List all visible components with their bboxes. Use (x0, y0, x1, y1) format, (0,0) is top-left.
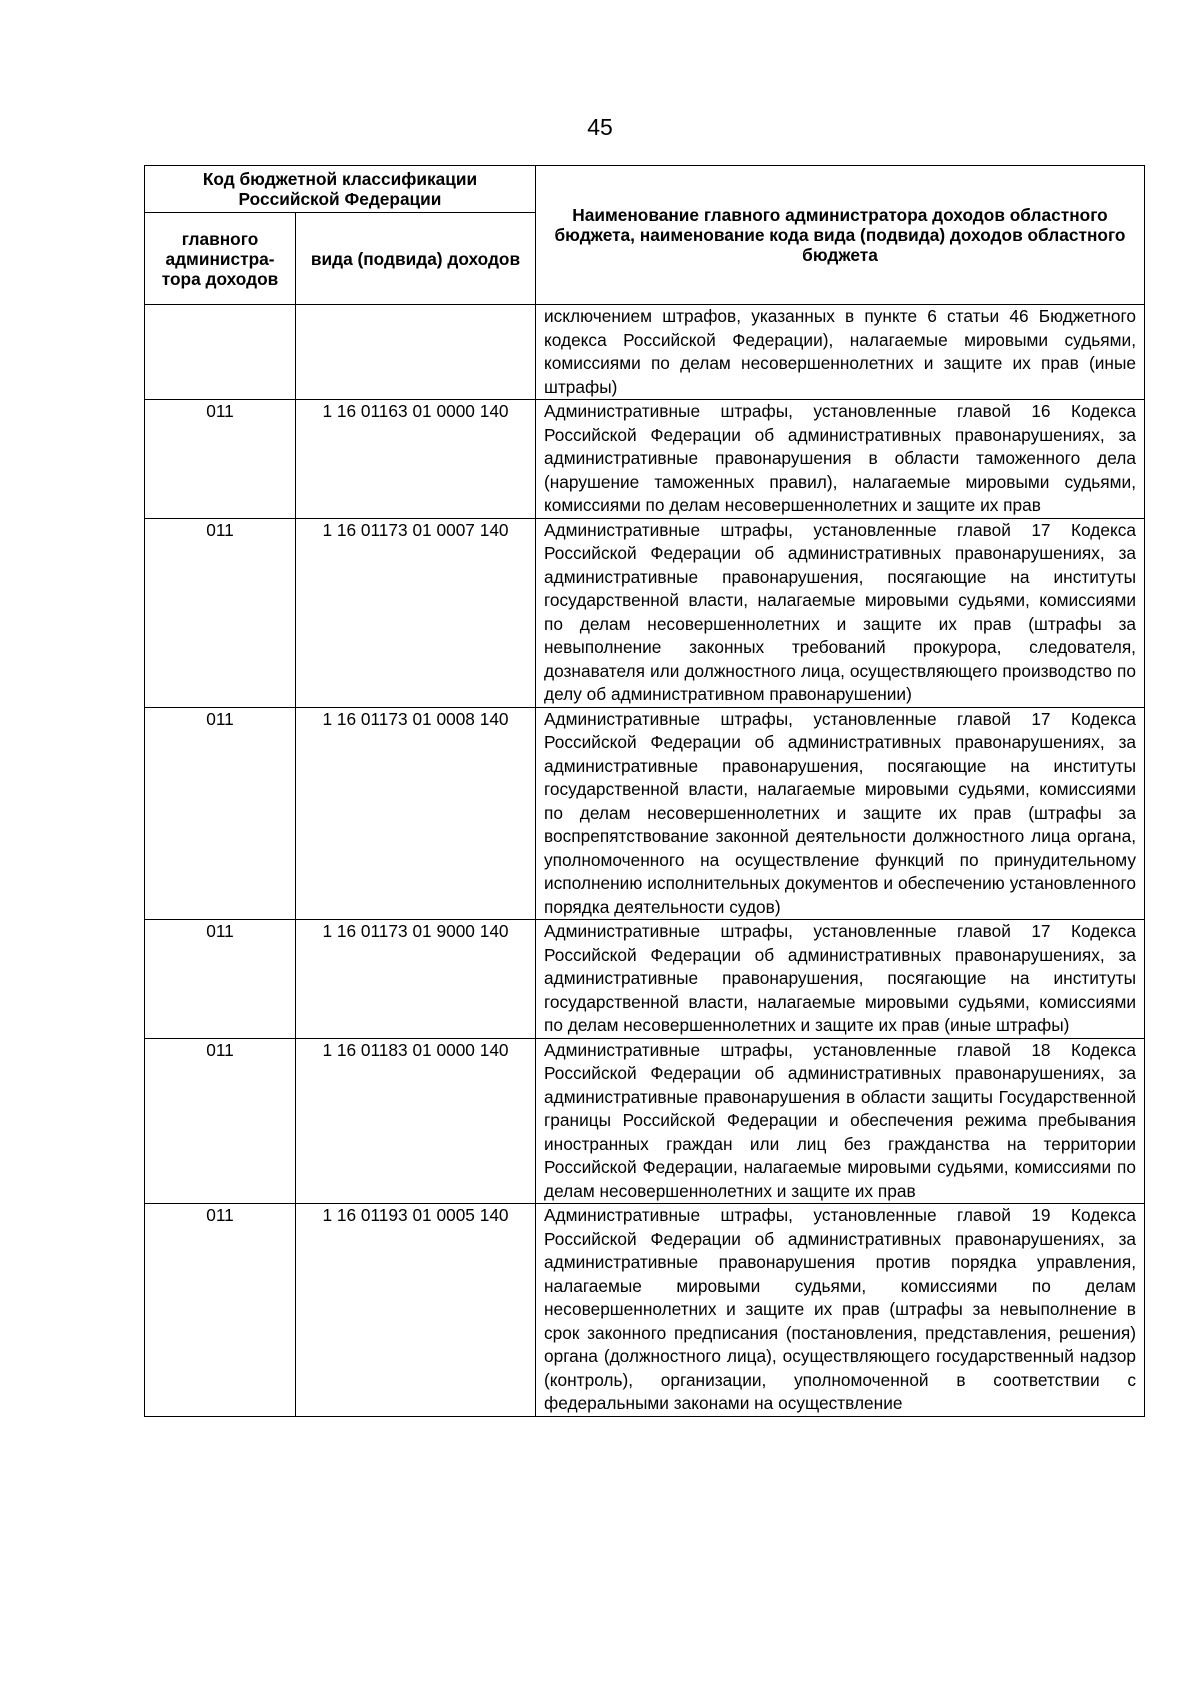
cell-name: Административные штрафы, установленные главой 16 Кодекса Российской Федерации об административных правонарушениях, за административные правонарушения в области таможенного дела (нарушение таможенных правил), налагаемые мировыми судьями, комиссиями по делам несовершеннолетних и защите их прав (536, 400, 1145, 519)
cell-admin: 011 (145, 920, 296, 1039)
table-row (145, 707, 1145, 920)
cell-code: 1 16 01173 01 0008 140 (296, 707, 536, 920)
table-row (145, 1038, 1145, 1204)
cell-code: 1 16 01173 01 9000 140 (296, 920, 536, 1039)
header-admin: главного администра-тора доходов (145, 213, 296, 305)
cell-code: 1 16 01183 01 0000 140 (296, 1038, 536, 1204)
cell-name: Административные штрафы, установленные главой 18 Кодекса Российской Федерации об административных правонарушениях, за административные правонарушения в области защиты Государственной границы Российской Федерации и обеспечения режима пребывания иностранных граждан или лиц без гражданства на территории Российской Федерации, налагаемые мировыми судьями, комиссиями по делам несовершеннолетних и защите их прав (536, 1038, 1145, 1204)
table-row (145, 518, 1145, 707)
cell-code: 1 16 01173 01 0007 140 (296, 518, 536, 707)
cell-admin: 011 (145, 707, 296, 920)
table-row (145, 400, 1145, 519)
cell-code: 1 16 01163 01 0000 140 (296, 400, 536, 519)
cell-name: исключением штрафов, указанных в пункте 6 статьи 46 Бюджетного кодекса Российской Федерации), налагаемые мировыми судьями, комиссиями по делам несовершеннолетних и защите их прав (иные штрафы) (536, 305, 1145, 400)
header-classification-code: Код бюджетной классификации Российской Федерации (145, 166, 536, 213)
table-row (145, 1204, 1145, 1417)
header-code: вида (подвида) доходов (296, 213, 536, 305)
page-number: 45 (587, 114, 613, 140)
cell-code (296, 305, 536, 400)
cell-admin: 011 (145, 518, 296, 707)
cell-name: Административные штрафы, установленные главой 19 Кодекса Российской Федерации об административных правонарушениях, за административные правонарушения против порядка управления, налагаемые мировыми судьями, комиссиями по делам несовершеннолетних и защите их прав (штрафы за невыполнение в срок законного предписания (постановления, представления, решения) органа (должностного лица), осуществляющего государственный надзор (контроль), организации, уполномоченной в соответствии с федеральными законами на осуществление (536, 1204, 1145, 1417)
cell-admin (145, 305, 296, 400)
table-row (145, 305, 1145, 400)
header-row-group (145, 166, 1145, 213)
budget-classification-table (144, 165, 1145, 1417)
cell-name: Административные штрафы, установленные главой 17 Кодекса Российской Федерации об административных правонарушениях, за административные правонарушения, посягающие на институты государственной власти, налагаемые мировыми судьями, комиссиями по делам несовершеннолетних и защите их прав (штрафы за воспрепятствование законной деятельности должностного лица органа, уполномоченного на осуществление функций по принудительному исполнению исполнительных документов и обеспечению установленного порядка деятельности судов) (536, 707, 1145, 920)
cell-admin: 011 (145, 1038, 296, 1204)
cell-admin: 011 (145, 400, 296, 519)
table-row (145, 920, 1145, 1039)
cell-code: 1 16 01193 01 0005 140 (296, 1204, 536, 1417)
cell-name: Административные штрафы, установленные главой 17 Кодекса Российской Федерации об административных правонарушениях, за административные правонарушения, посягающие на институты государственной власти, налагаемые мировыми судьями, комиссиями по делам несовершеннолетних и защите их прав (штрафы за невыполнение законных требований прокурора, следователя, дознавателя или должностного лица, осуществляющего производство по делу об административном правонарушении) (536, 518, 1145, 707)
cell-admin: 011 (145, 1204, 296, 1417)
header-name: Наименование главного администратора доходов областного бюджета, наименование кода вида (подвида) доходов областного бюджета (536, 166, 1145, 305)
cell-name: Административные штрафы, установленные главой 17 Кодекса Российской Федерации об административных правонарушениях, за административные правонарушения, посягающие на институты государственной власти, налагаемые мировыми судьями, комиссиями по делам несовершеннолетних и защите их прав (иные штрафы) (536, 920, 1145, 1039)
